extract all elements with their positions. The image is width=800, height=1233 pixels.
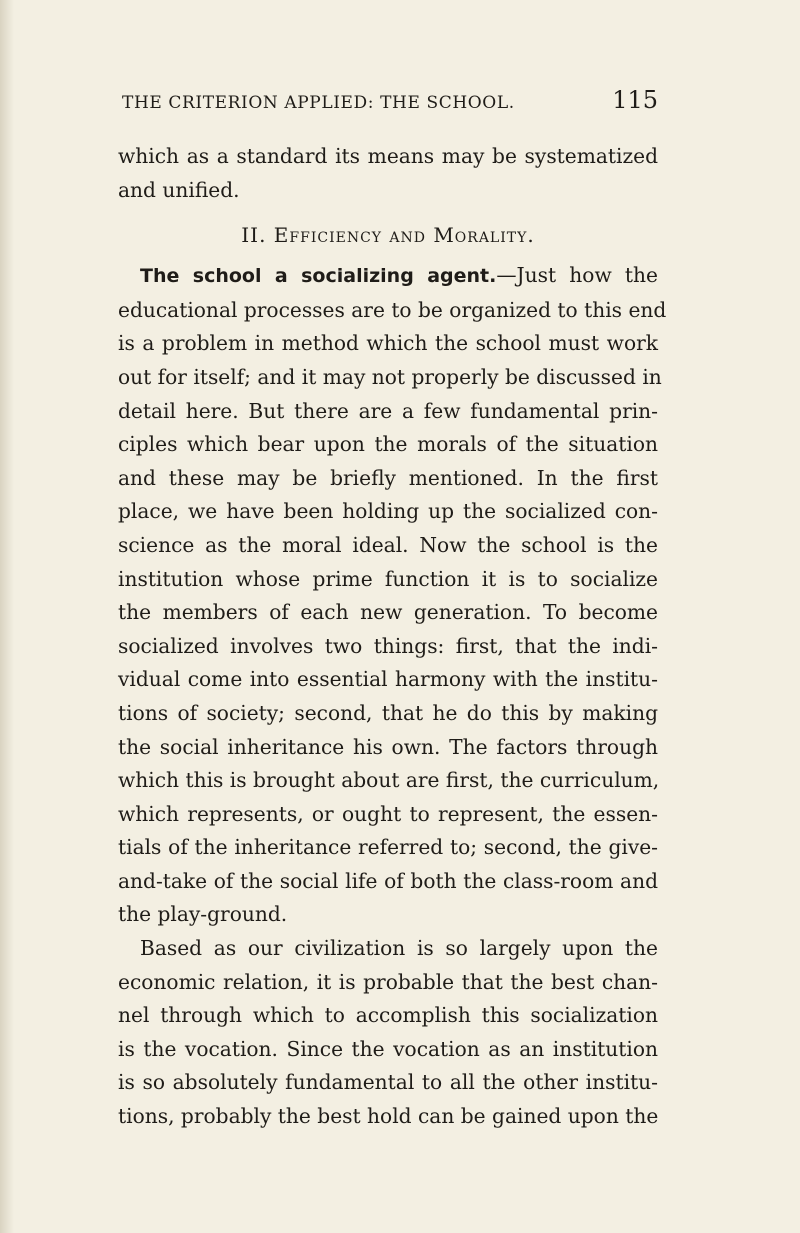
text-line: which as a standard its means may be systematized	[118, 144, 658, 168]
text-line: the play-ground.	[118, 902, 288, 927]
running-head	[118, 86, 658, 114]
text-line: which represents, or ought to represent, the essen-	[118, 801, 658, 826]
first-line-text: —Just how the	[496, 263, 658, 288]
text-line: economic relation, it is probable that the best chan-	[118, 969, 658, 994]
text-line: and unified.	[118, 177, 240, 202]
text-line: socialized involves two things: first, that the indi-	[118, 633, 658, 658]
text-line: tials of the inheritance referred to; second, the give-	[118, 835, 658, 860]
text-line: tions, probably the best hold can be gained upon the	[118, 1104, 659, 1129]
text-line: ciples which bear upon the morals of the situation	[118, 432, 658, 457]
text-line: and-take of the social life of both the class-room and	[118, 868, 658, 893]
text-line: tions of society; second, that he do this by making	[118, 700, 658, 725]
text-line	[118, 259, 658, 294]
text-line: place, we have been holding up the socialized con-	[118, 499, 658, 524]
page-number: 115	[612, 86, 658, 114]
carryover-paragraph	[118, 140, 658, 207]
paragraph-sidehead: The school a socializing agent.	[140, 265, 497, 288]
text-line: is a problem in method which the school must work	[118, 331, 658, 356]
text-line: nel through which to accomplish this socialization	[118, 1003, 658, 1028]
text-line: Based as our civilization is so largely upon the	[140, 936, 658, 961]
page-edge-shadow	[0, 0, 14, 1233]
text-line: the social inheritance his own. The factors through	[118, 734, 658, 759]
text-line: is so absolutely fundamental to all the other institu-	[118, 1070, 658, 1095]
text-line: is the vocation. Since the vocation as an institution	[118, 1036, 658, 1061]
book-page	[118, 86, 667, 1134]
text-line: educational processes are to be organized to this end	[118, 297, 667, 322]
text-line: the members of each new generation. To become	[118, 600, 658, 625]
running-head-title: THE CRITERION APPLIED: THE SCHOOL.	[122, 93, 515, 113]
text-line: science as the moral ideal. Now the school is the	[118, 532, 658, 557]
paragraph-vocation	[118, 932, 658, 1134]
text-line: out for itself; and it may not properly be discussed in	[118, 364, 662, 389]
section-heading: II. Efficiency and Morality.	[241, 223, 535, 248]
paragraph-socializing-agent	[118, 259, 667, 932]
text-line: which this is brought about are first, the curriculum,	[118, 768, 660, 793]
text-line: detail here. But there are a few fundamental prin-	[118, 398, 658, 423]
text-line: institution whose prime function it is to socialize	[118, 566, 658, 591]
text-line: vidual come into essential harmony with the institu-	[118, 667, 658, 692]
text-line: and these may be briefly mentioned. In the first	[118, 465, 658, 490]
